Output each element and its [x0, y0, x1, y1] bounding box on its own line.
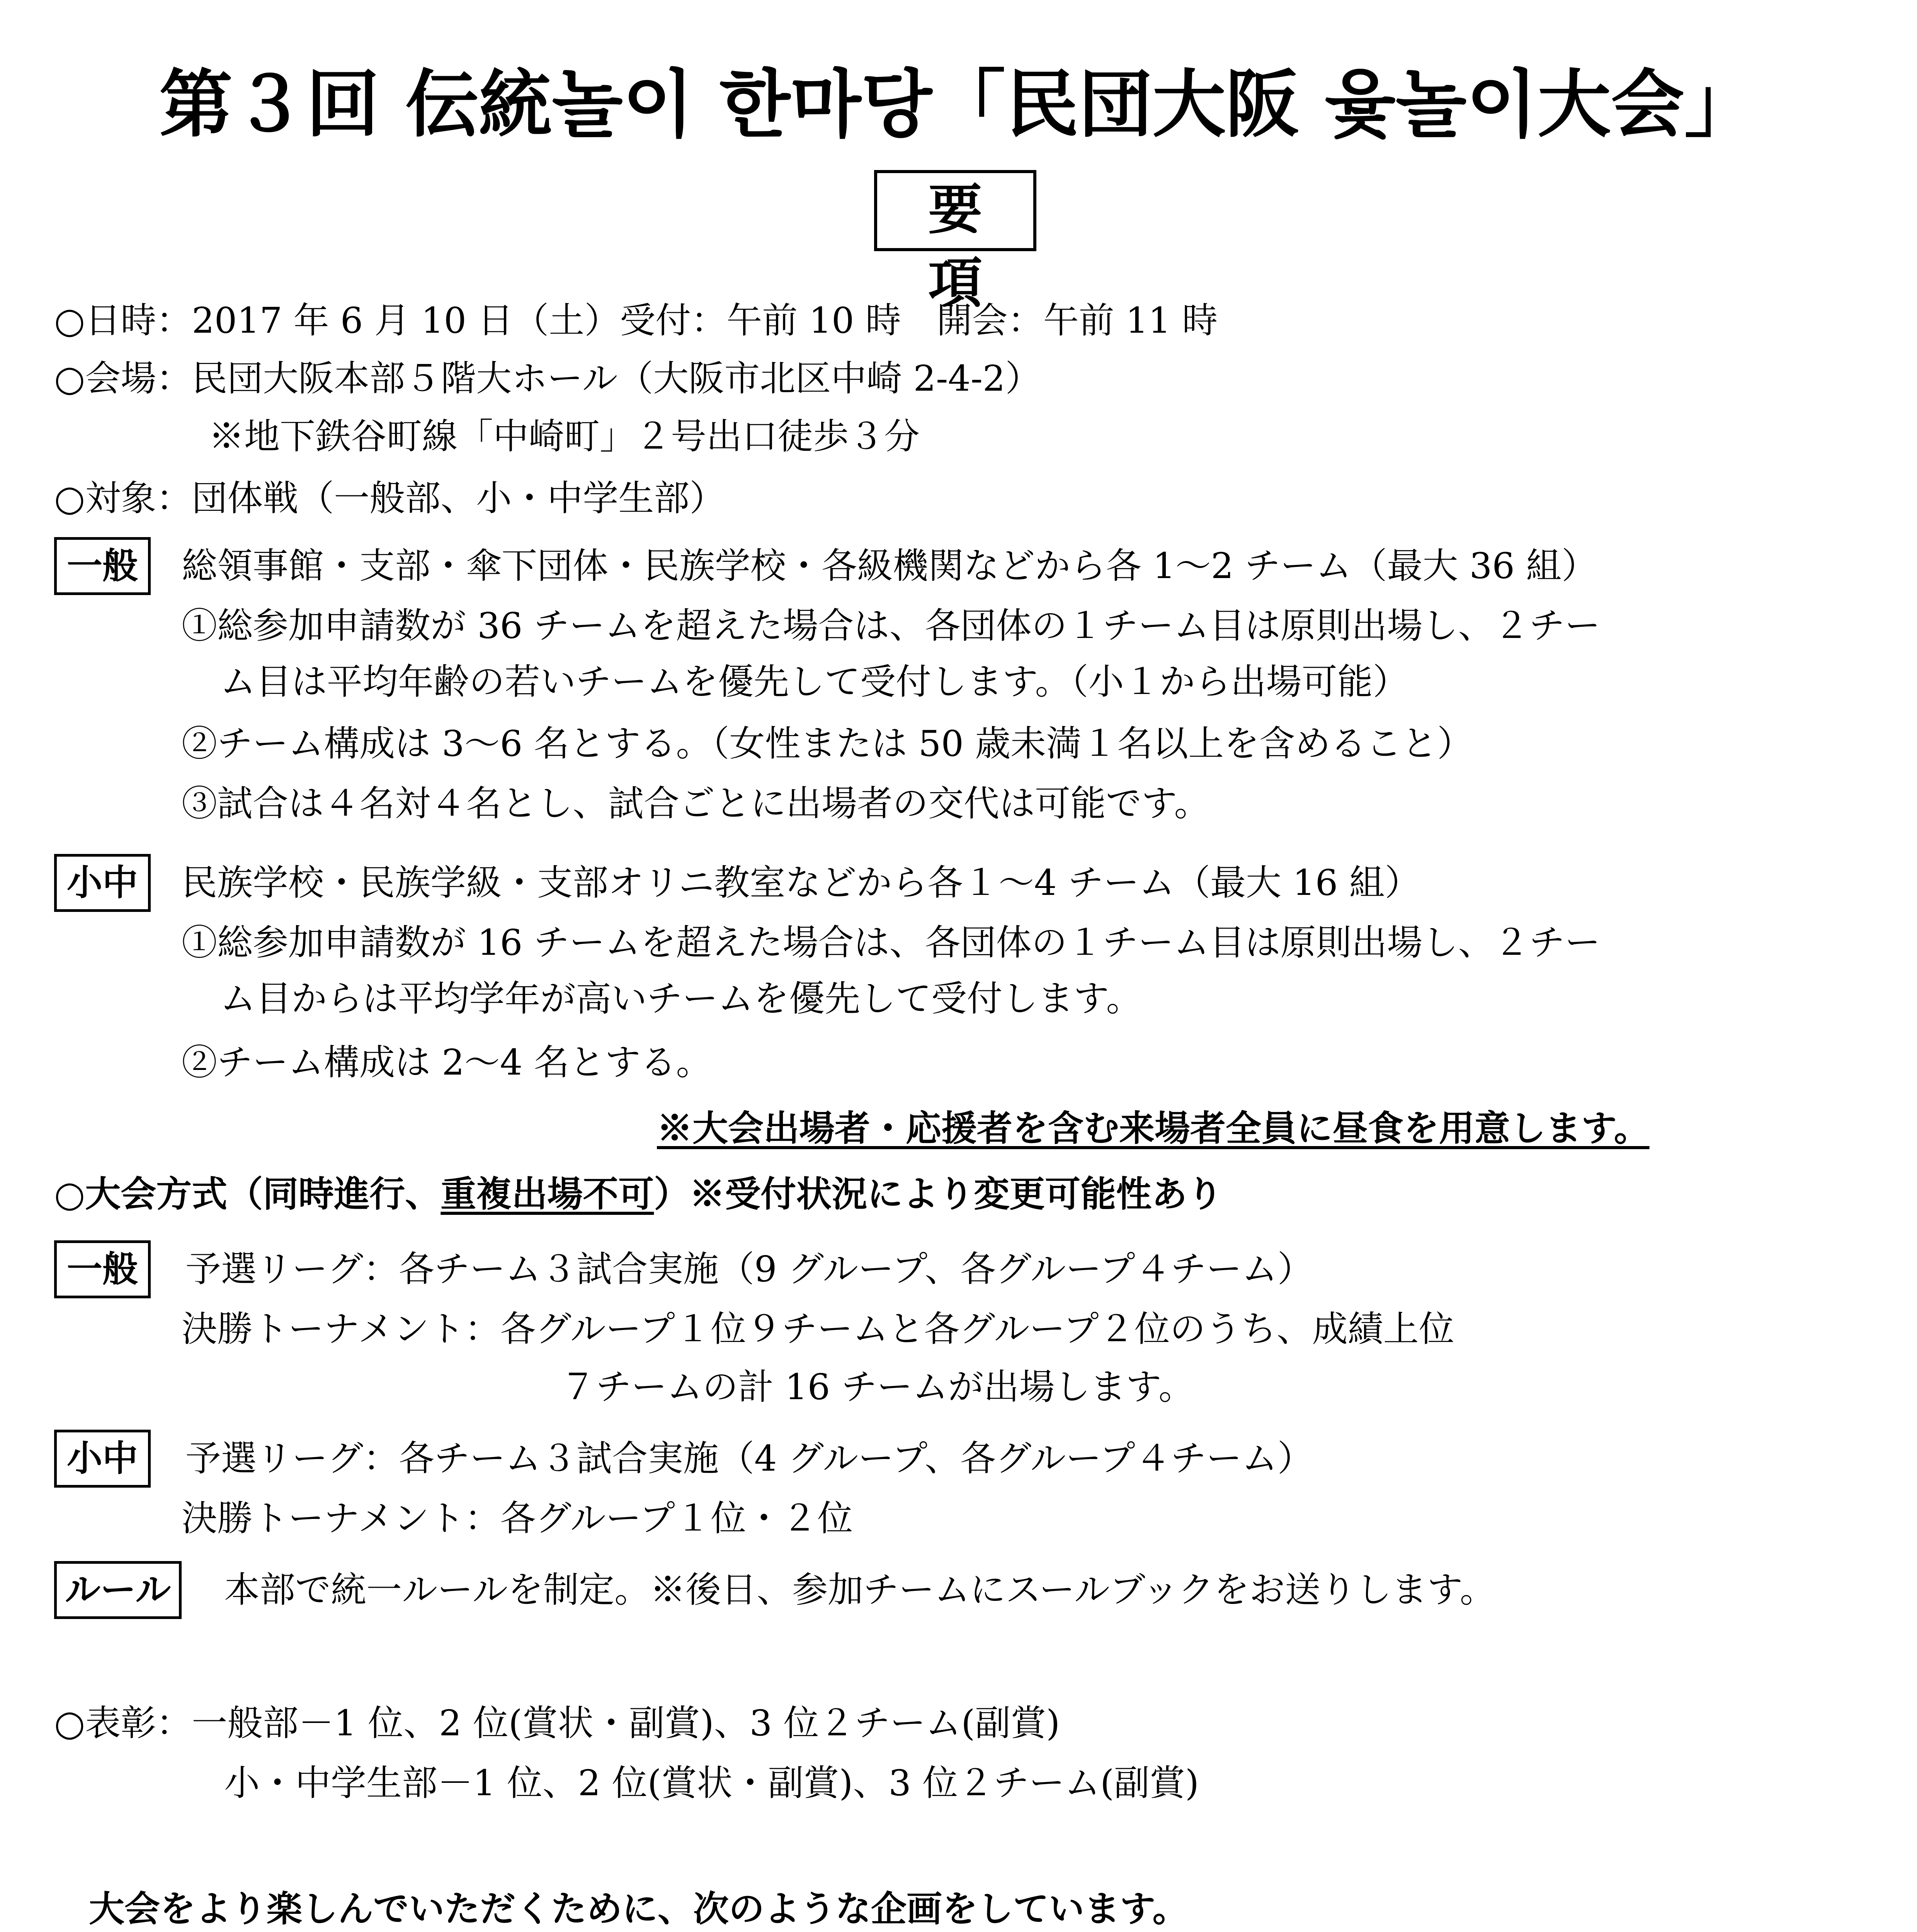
format-general-final-a: 決勝トーナメント：各グループ１位９チームと各グループ２位のうち、成績上位	[182, 1308, 1454, 1350]
venue-line: ○会場：民団大阪本部５階大ホール（大阪市北区中崎 2-4-2）	[54, 358, 1041, 399]
tag-format-general: 一般	[54, 1240, 151, 1298]
rule-text: 本部で統一ルールを制定。※後日、参加チームにスールブックをお送りします。	[224, 1569, 1495, 1611]
target-line: ○対象：団体戦（一般部、小・中学生部）	[54, 478, 725, 519]
format-underlined: 重複出場不可	[441, 1173, 654, 1215]
format-general-league: 予選リーグ：各チーム３試合実施（9 グループ、各グループ４チーム）	[185, 1248, 1313, 1290]
format-prefix: ○大会方式（同時進行、	[54, 1173, 441, 1215]
access-line: ※地下鉄谷町線「中崎町」２号出口徒歩３分	[209, 416, 920, 457]
format-junior-league: 予選リーグ：各チーム３試合実施（4 グループ、各グループ４チーム）	[185, 1438, 1313, 1479]
subtitle-box: 要項	[874, 170, 1036, 251]
awards-line1: ○表彰：一般部－1 位、2 位(賞状・副賞)、3 位２チーム(副賞)	[54, 1702, 1060, 1744]
format-junior-final: 決勝トーナメント：各グループ１位・２位	[182, 1498, 853, 1539]
general-note3: ③試合は４名対４名とし、試合ごとに出場者の交代は可能です。	[182, 783, 1210, 824]
tag-format-junior: 小中	[54, 1430, 151, 1488]
junior-note2: ②チーム構成は 2～4 名とする。	[182, 1042, 712, 1083]
events-intro: 大会をより楽しんでいただくために、次のような企画をしています。	[89, 1888, 1188, 1930]
junior-line: 民族学校・民族学級・支部オリニ教室などから各１～4 チーム（最大 16 組）	[182, 862, 1420, 903]
general-line: 総領事館・支部・傘下団体・民族学校・各級機関などから各 1～2 チーム（最大 36 組）	[182, 545, 1597, 587]
tag-general: 一般	[54, 537, 151, 595]
general-note2: ②チーム構成は 3～6 名とする。（女性または 50 歳未満１名以上を含めること）	[182, 723, 1473, 764]
tag-rule: ルール	[54, 1561, 182, 1619]
general-note1b: ム目は平均年齢の若いチームを優先して受付します。（小１から出場可能）	[220, 661, 1408, 702]
general-note1a: ①総参加申請数が 36 チームを超えた場合は、各団体の１チーム目は原則出場し、２チー	[182, 605, 1601, 646]
datetime-line: ○日時：2017 年 6 月 10 日（土）受付：午前 10 時 開会：午前 11 時	[54, 300, 1218, 341]
tag-junior: 小中	[54, 854, 151, 912]
awards-line2: 小・中学生部－1 位、2 位(賞状・副賞)、3 位２チーム(副賞)	[224, 1762, 1199, 1804]
junior-note1b: ム目からは平均学年が高いチームを優先して受付します。	[220, 978, 1142, 1019]
junior-note1a: ①総参加申請数が 16 チームを超えた場合は、各団体の１チーム目は原則出場し、２チー	[182, 922, 1601, 963]
format-suffix: ）※受付状況により変更可能性あり	[654, 1173, 1223, 1215]
format-general-final-b: ７チームの計 16 チームが出場します。	[560, 1366, 1194, 1408]
lunch-notice: ※大会出場者・応援者を含む来場者全員に昼食を用意します。	[657, 1107, 1650, 1149]
page-title: 第３回 伝統놀이 한마당「民団大阪 윷놀이大会」	[159, 61, 1758, 147]
format-line	[54, 1171, 1223, 1217]
